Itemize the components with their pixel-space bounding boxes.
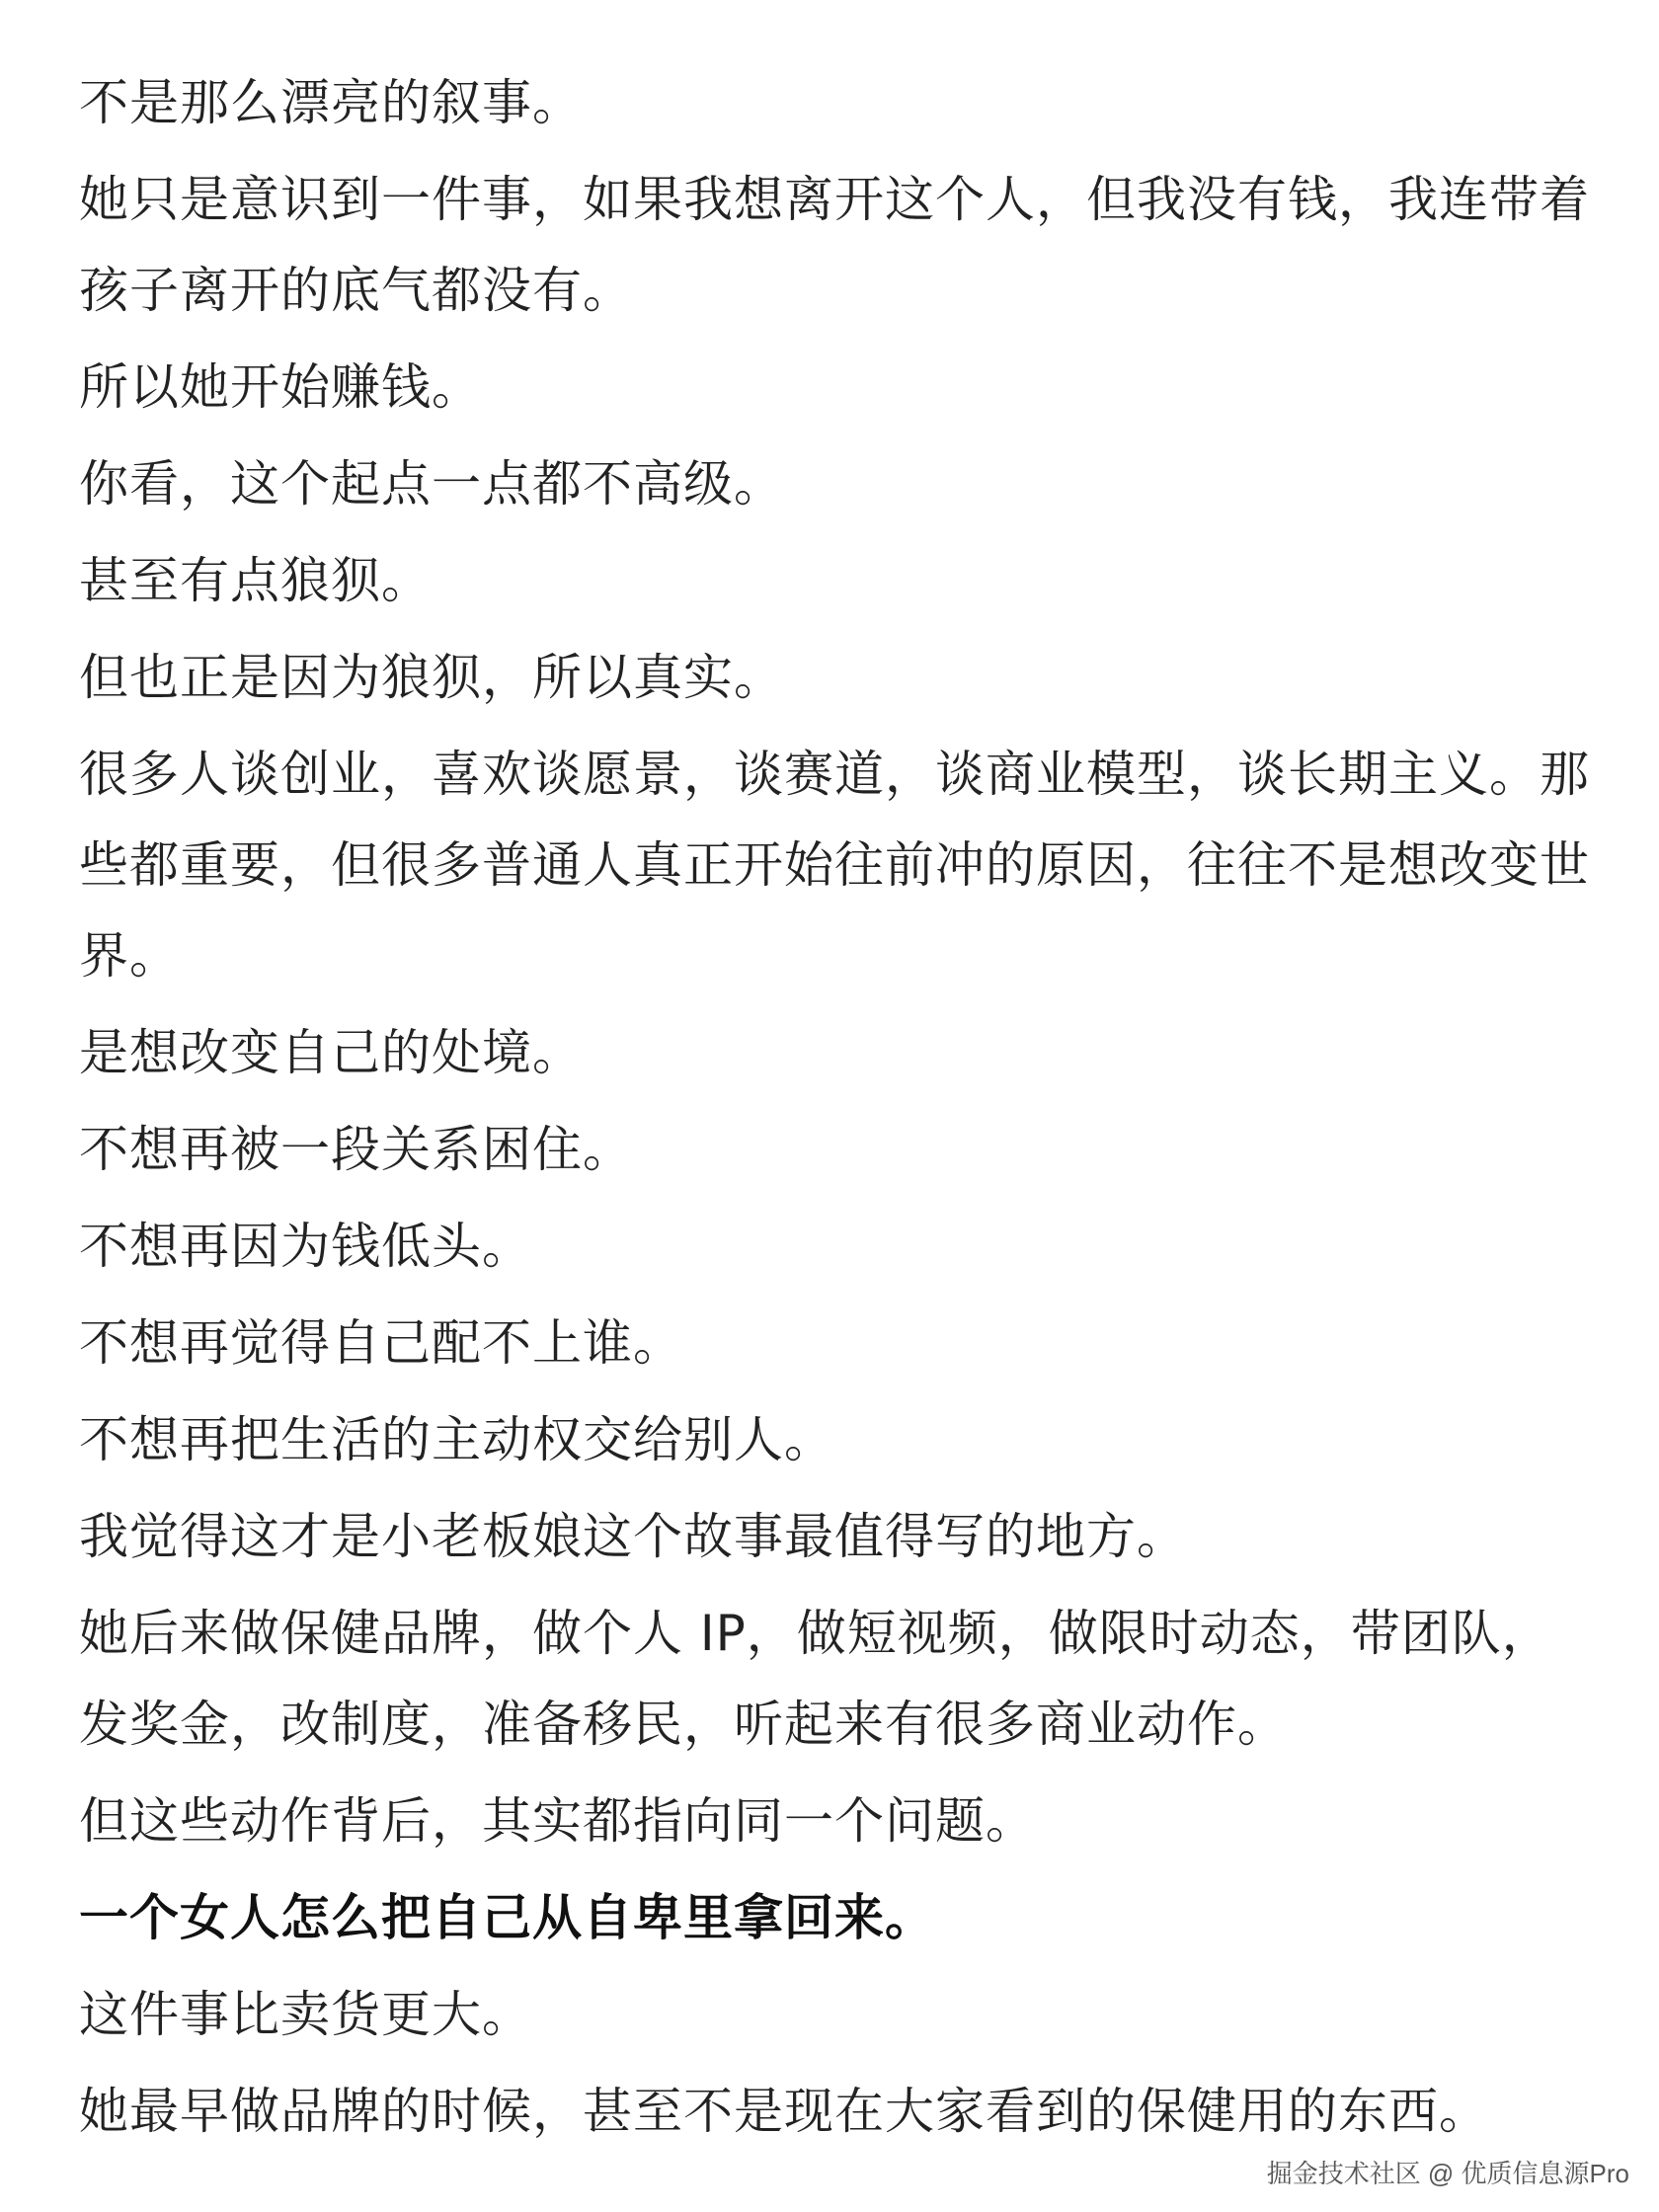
article-body <box>79 57 1600 2163</box>
paragraph: 是想改变自己的处境。 <box>79 1024 583 1081</box>
paragraph: 你看，这个起点一点都不高级。 <box>79 455 784 513</box>
paragraph: 她后来做保健品牌，做个人 IP，做短视频，做限时动态，带团队，发奖金，改制度，准备移民，听起来有很多商业动作。 <box>79 1605 1552 1753</box>
paragraph: 但这些动作背后，其实都指向同一个问题。 <box>79 1792 1036 1850</box>
paragraph: 所以她开始赚钱。 <box>79 358 482 416</box>
paragraph: 不想再觉得自己配不上谁。 <box>79 1314 683 1372</box>
paragraph: 很多人谈创业，喜欢谈愿景，谈赛道，谈商业模型，谈长期主义。那些都重要，但很多普通人真正开始往前冲的原因，往往不是想改变世界。 <box>79 746 1590 985</box>
paragraph: 不想再因为钱低头。 <box>79 1218 532 1275</box>
paragraph: 不想再被一段关系困住。 <box>79 1121 633 1178</box>
paragraph: 不想再把生活的主动权交给别人。 <box>79 1411 834 1468</box>
paragraph: 甚至有点狼狈。 <box>79 552 432 609</box>
paragraph: 我觉得这才是小老板娘这个故事最值得写的地方。 <box>79 1508 1187 1565</box>
paragraph: 不是那么漂亮的叙事。 <box>79 74 583 131</box>
paragraph: 这件事比卖货更大。 <box>79 1986 532 2043</box>
watermark: 掘金技术社区 @ 优质信息源Pro <box>1266 2159 1629 2188</box>
paragraph: 她只是意识到一件事，如果我想离开这个人，但我没有钱，我连带着孩子离开的底气都没有。 <box>79 171 1590 319</box>
bold-paragraph: 一个女人怎么把自己从自卑里拿回来。 <box>79 1889 935 1946</box>
paragraph: 她最早做品牌的时候，甚至不是现在大家看到的保健用的东西。 <box>79 2083 1489 2140</box>
paragraph: 但也正是因为狼狈，所以真实。 <box>79 649 784 706</box>
